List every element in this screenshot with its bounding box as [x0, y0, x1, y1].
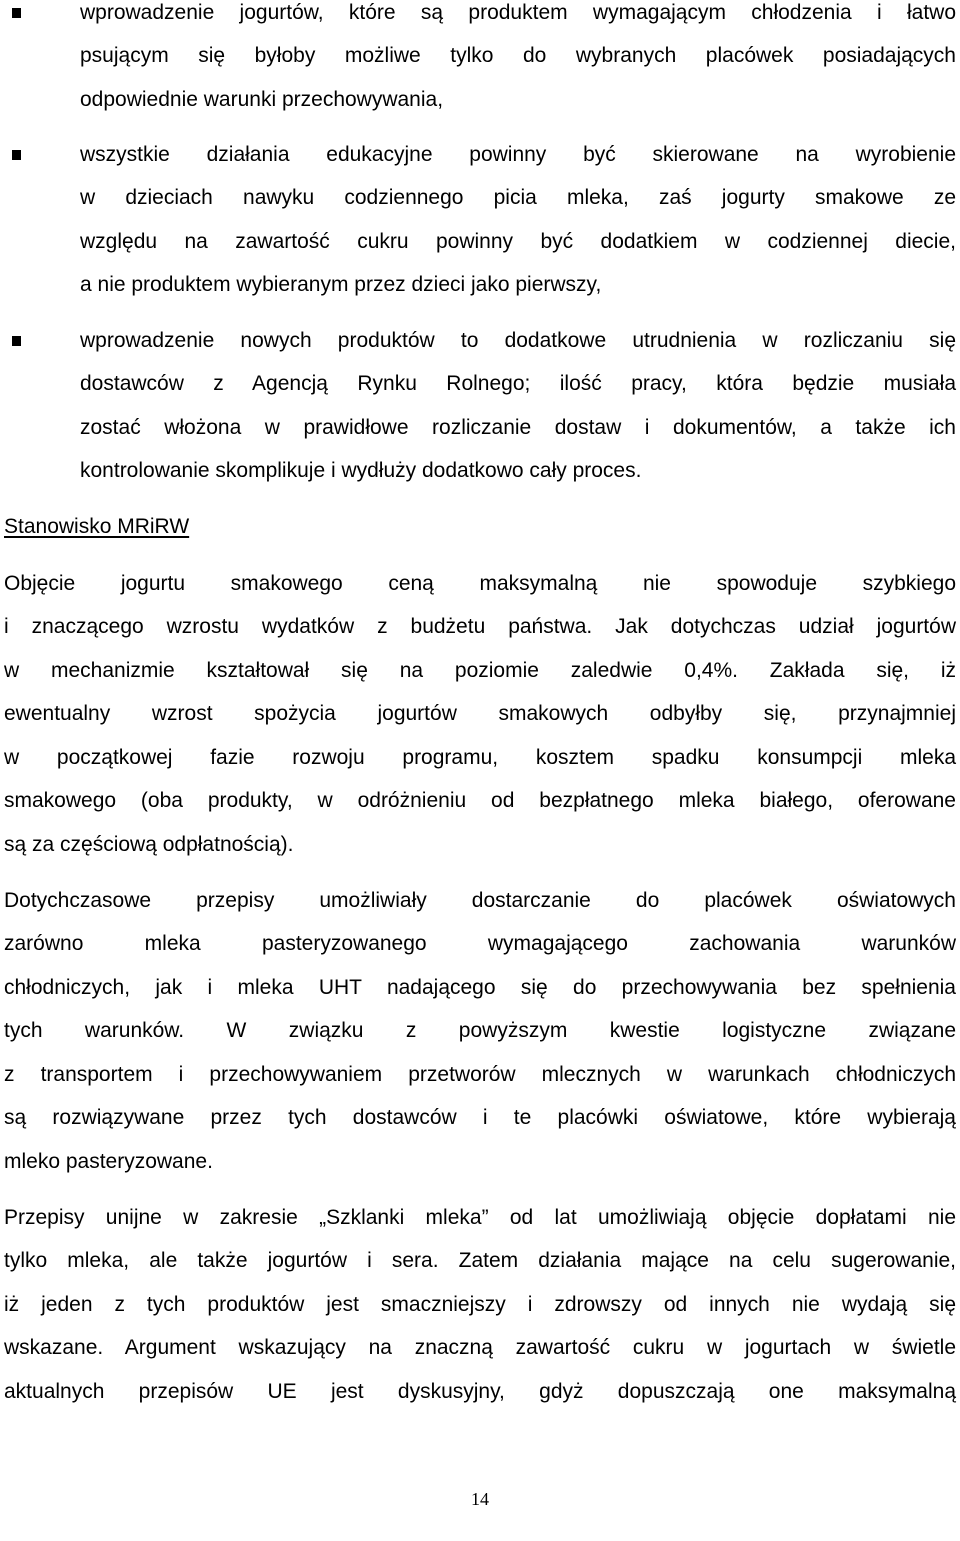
paragraph-1-line-2: i znaczącego wzrostu wydatków z budżetu państwa. Jak dotychczas udział jogurtów [4, 615, 956, 638]
bullet-1-line-2: psującym się byłoby możliwe tylko do wybranych placówek posiadających [80, 44, 956, 67]
bullet-2-line-1: wszystkie działania edukacyjne powinny być skierowane na wyrobienie [80, 143, 956, 166]
paragraph-2-line-2: zarówno mleka pasteryzowanego wymagającego zachowania warunków [4, 932, 956, 955]
paragraph-1-line-7: są za częściową odpłatnością). [4, 833, 294, 856]
paragraph-3-line-4: wskazane. Argument wskazujący na znaczną zawartość cukru w jogurtach w świetle [4, 1336, 956, 1359]
paragraph-2-line-5: z transportem i przechowywaniem przetworów mlecznych w warunkach chłodniczych [4, 1063, 956, 1086]
paragraph-1-line-6: smakowego (oba produkty, w odróżnieniu od bezpłatnego mleka białego, oferowane [4, 789, 956, 812]
paragraph-2-line-3: chłodniczych, jak i mleka UHT nadającego się do przechowywania bez spełnienia [4, 976, 956, 999]
bullet-2-line-2: w dzieciach nawyku codziennego picia mleka, zaś jogurty smakowe ze [80, 186, 956, 209]
bullet-marker [12, 150, 21, 160]
paragraph-1-line-3: w mechanizmie kształtował się na poziomie zaledwie 0,4%. Zakłada się, iż [4, 659, 956, 682]
paragraph-3-line-5: aktualnych przepisów UE jest dyskusyjny, gdyż dopuszczają one maksymalną [4, 1380, 956, 1403]
paragraph-2-line-6: są rozwiązywane przez tych dostawców i te placówki oświatowe, które wybierają [4, 1106, 956, 1129]
paragraph-1-line-1: Objęcie jogurtu smakowego ceną maksymalną nie spowoduje szybkiego [4, 572, 956, 595]
paragraph-2-line-4: tych warunków. W związku z powyższym kwestie logistyczne związane [4, 1019, 956, 1042]
paragraph-2-line-7: mleko pasteryzowane. [4, 1150, 213, 1173]
paragraph-3-line-1: Przepisy unijne w zakresie „Szklanki mleka” od lat umożliwiają objęcie dopłatami nie [4, 1206, 956, 1229]
page-number: 14 [471, 1489, 489, 1509]
paragraph-1-line-5: w początkowej fazie rozwoju programu, kosztem spadku konsumpcji mleka [4, 746, 956, 769]
bullet-3-line-2: dostawców z Agencją Rynku Rolnego; ilość pracy, która będzie musiała [80, 372, 956, 395]
bullet-marker [12, 336, 21, 346]
paragraph-2-line-1: Dotychczasowe przepisy umożliwiały dostarczanie do placówek oświatowych [4, 889, 956, 912]
paragraph-3-line-2: tylko mleka, ale także jogurtów i sera. Zatem działania mające na celu sugerowanie, [4, 1249, 956, 1272]
bullet-3-line-1: wprowadzenie nowych produktów to dodatkowe utrudnienia w rozliczaniu się [80, 329, 956, 352]
paragraph-3-line-3: iż jeden z tych produktów jest smaczniejszy i zdrowszy od innych nie wydają się [4, 1293, 956, 1316]
bullet-2-line-3: względu na zawartość cukru powinny być dodatkiem w codziennej diecie, [80, 230, 956, 253]
bullet-3-line-4: kontrolowanie skomplikuje i wydłuży dodatkowo cały proces. [80, 459, 642, 482]
bullet-1-line-3: odpowiednie warunki przechowywania, [80, 88, 444, 111]
paragraph-1-line-4: ewentualny wzrost spożycia jogurtów smakowych odbyłby się, przynajmniej [4, 702, 956, 725]
bullet-marker [12, 8, 21, 18]
section-heading: Stanowisko MRiRW [4, 515, 190, 538]
bullet-1-line-1: wprowadzenie jogurtów, które są produktem wymagającym chłodzenia i łatwo [80, 1, 956, 24]
bullet-2-line-4: a nie produktem wybieranym przez dzieci jako pierwszy, [80, 273, 602, 296]
bullet-3-line-3: zostać włożona w prawidłowe rozliczanie dostaw i dokumentów, a także ich [80, 416, 956, 439]
